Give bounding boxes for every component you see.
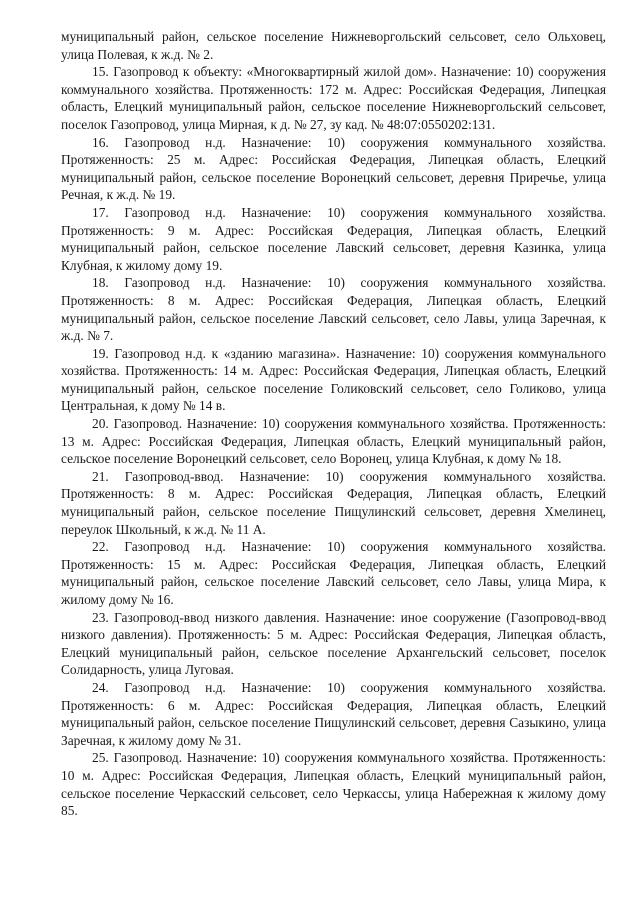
list-item-23: 23. Газопровод-ввод низкого давления. Назначение: иное сооружение (Газопровод-ввод низкого давления). Протяженность: 5 м. Адрес: Российская Федерация, Липецкая область, Елецкий муниципальный район, сельское поселение Архангельский сельсовет, поселок Солидарность, улица Луговая.: [61, 609, 606, 678]
list-item-20: 20. Газопровод. Назначение: 10) сооружения коммунального хозяйства. Протяженность: 13 м. Адрес: Российская Федерация, Липецкая область, Елецкий муниципальный район, сельское поселение Воронецкий сельсовет, село Воронец, улица Клубная, к дому № 18.: [61, 416, 606, 467]
list-item-24: 24. Газопровод н.д. Назначение: 10) сооружения коммунального хозяйства. Протяженность: 6 м. Адрес: Российская Федерация, Липецкая область, Елецкий муниципальный район, сельское поселение Пищулинский сельсовет, деревня Сазыкино, улица Заречная, к жилому дому № 31.: [61, 679, 606, 748]
document-page: [61, 28, 606, 820]
list-item-15: 15. Газопровод к объекту: «Многоквартирный жилой дом». Назначение: 10) сооружения коммунального хозяйства. Протяженность: 172 м. Адрес: Российская Федерация, Липецкая область, Елецкий муниципальный район, сельское поселение Нижневоргольский сельсовет, поселок Газопровод, улица Мирная, к д. № 27, зу кад. № 48:07:0550202:131.: [61, 64, 606, 132]
list-item-22: 22. Газопровод н.д. Назначение: 10) сооружения коммунального хозяйства. Протяженность: 15 м. Адрес: Российская Федерация, Липецкая область, Елецкий муниципальный район, сельское поселение Лавский сельсовет, село Лавы, улица Мира, к жилому дому № 16.: [61, 539, 606, 607]
list-item-25: 25. Газопровод. Назначение: 10) сооружения коммунального хозяйства. Протяженность: 10 м. Адрес: Российская Федерация, Липецкая область, Елецкий муниципальный район, сельское поселение Черкасский сельсовет, село Черкассы, улица Набережная к жилому дому 85.: [61, 750, 606, 819]
list-item-17: 17. Газопровод н.д. Назначение: 10) сооружения коммунального хозяйства. Протяженность: 9 м. Адрес: Российская Федерация, Липецкая область, Елецкий муниципальный район, сельское поселение Лавский сельсовет, деревня Казинка, улица Клубная, к жилому дому 19.: [61, 204, 606, 273]
list-item-19: 19. Газопровод н.д. к «зданию магазина». Назначение: 10) сооружения коммунального хозяйства. Протяженность: 14 м. Адрес: Российская Федерация, Липецкая область, Елецкий муниципальный район, сельское поселение Голиковский сельсовет, село Голиково, улица Центральная, к дому № 14 в.: [61, 345, 606, 414]
continuation-paragraph: муниципальный район, сельское поселение Нижневоргольский сельсовет, село Ольховец, улица Полевая, к ж.д. № 2.: [61, 29, 606, 62]
list-item-21: 21. Газопровод-ввод. Назначение: 10) сооружения коммунального хозяйства. Протяженность: 8 м. Адрес: Российская Федерация, Липецкая область, Елецкий муниципальный район, сельское поселение Пищулинский сельсовет, деревня Хмелинец, переулок Школьный, к ж.д. № 11 А.: [61, 468, 606, 537]
list-item-16: 16. Газопровод н.д. Назначение: 10) сооружения коммунального хозяйства. Протяженность: 25 м. Адрес: Российская Федерация, Липецкая область, Елецкий муниципальный район, сельское поселение Воронецкий сельсовет, деревня Приречье, улица Речная, к ж.д. № 19.: [61, 134, 606, 203]
list-item-18: 18. Газопровод н.д. Назначение: 10) сооружения коммунального хозяйства. Протяженность: 8 м. Адрес: Российская Федерация, Липецкая область, Елецкий муниципальный район, сельское поселение Лавский сельсовет, село Лавы, улица Заречная, к ж.д. № 7.: [61, 275, 606, 344]
